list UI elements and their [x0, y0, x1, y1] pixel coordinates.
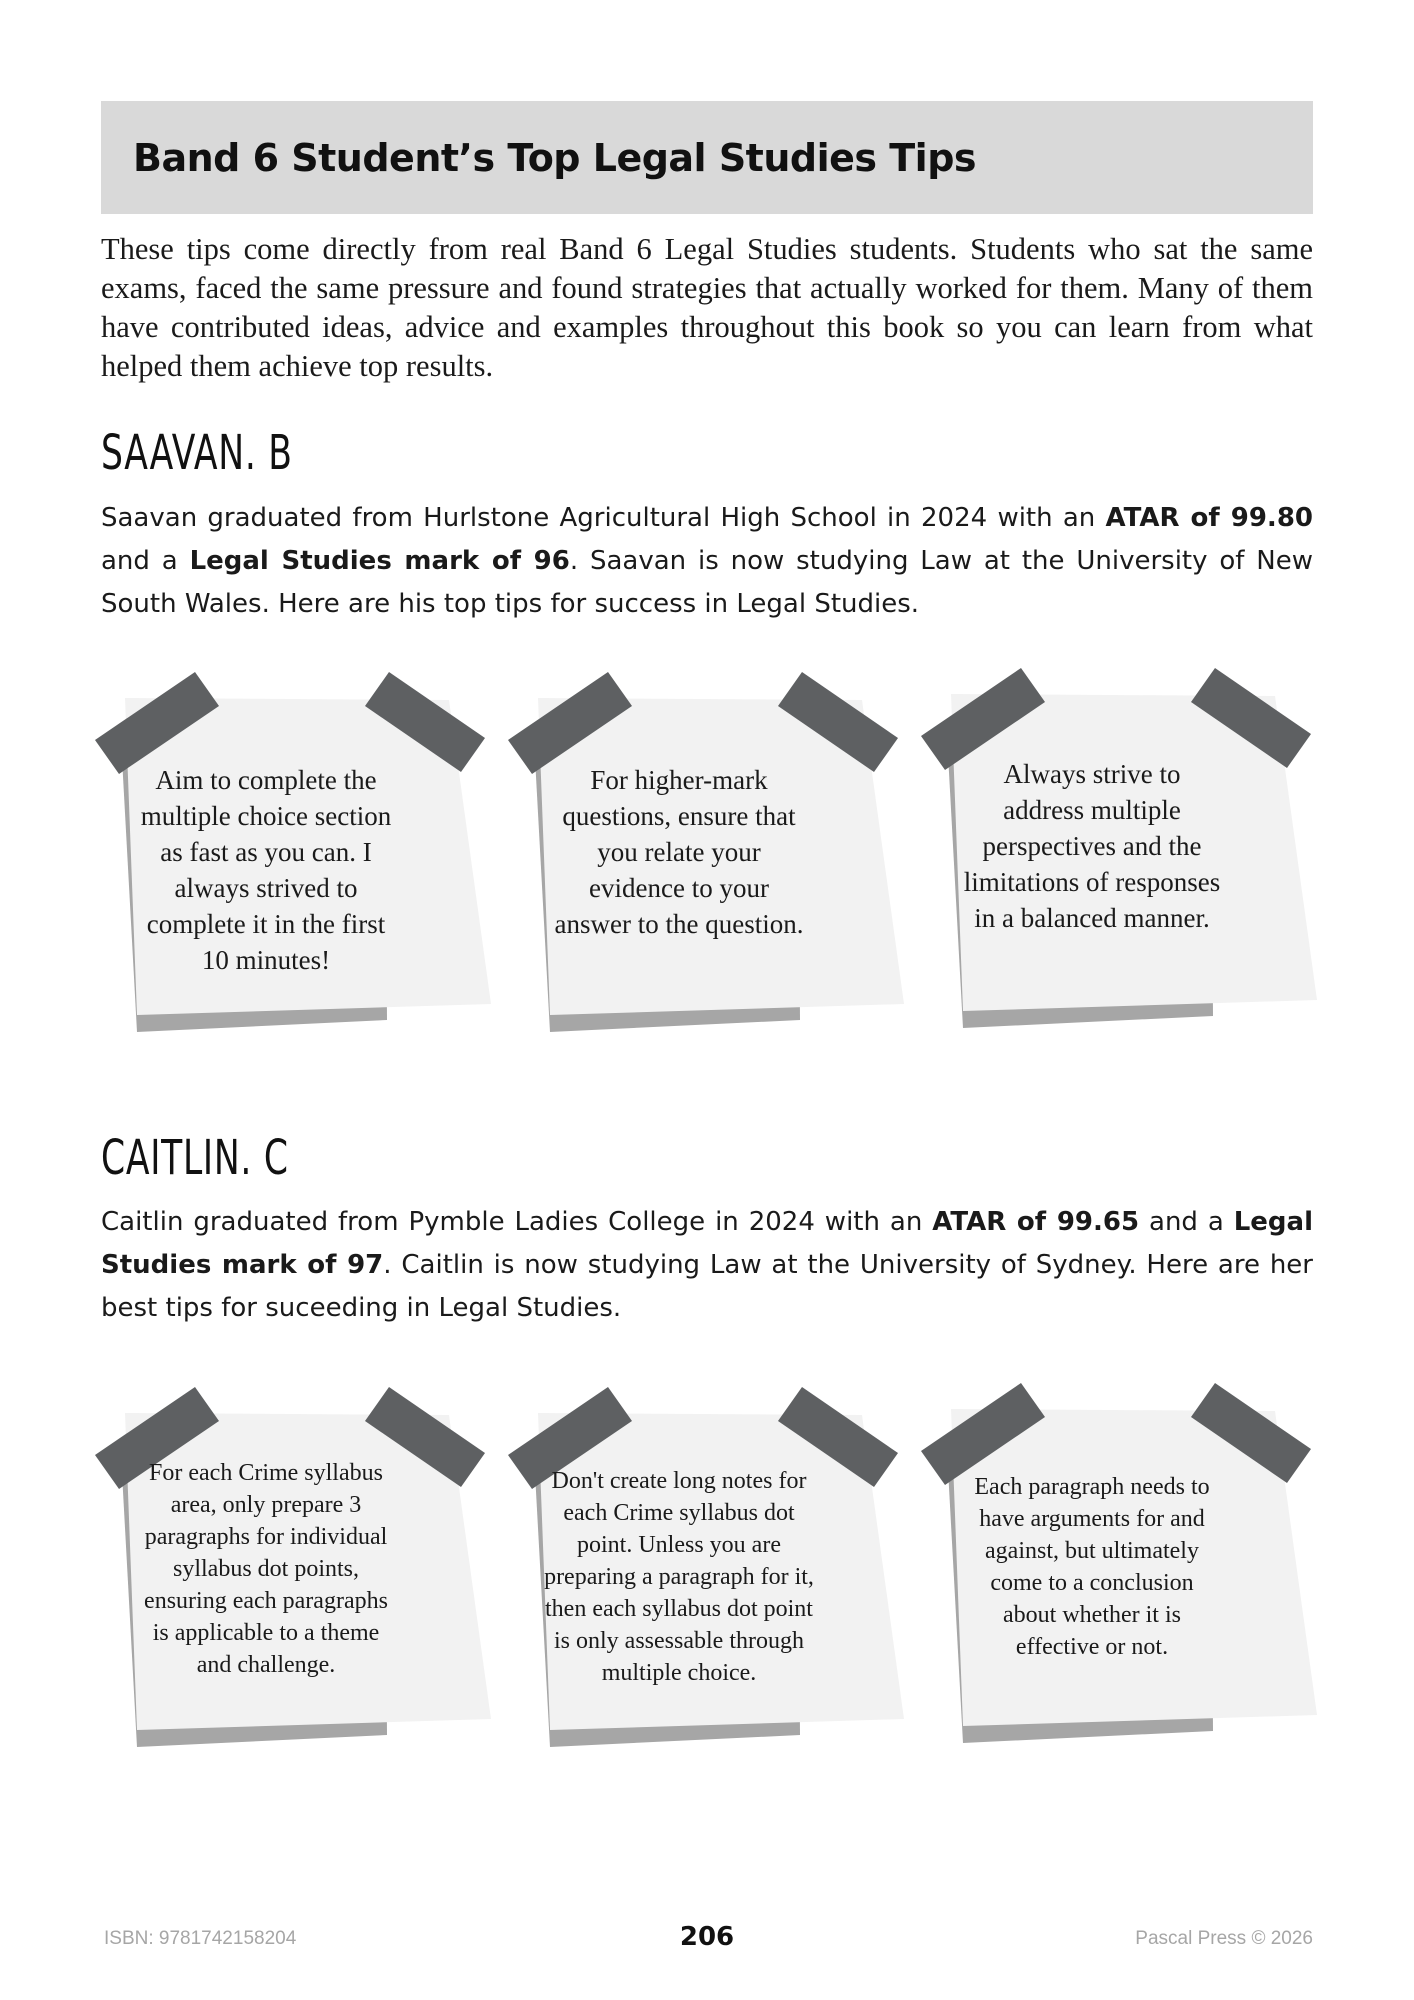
bio-mark: Legal Studies mark of 96 [189, 546, 570, 576]
tip-text: Aim to complete the multiple choice section as fast as you can. I always strived to complete it in the first 10 minutes! [140, 765, 392, 975]
page-number: 206 [679, 1922, 735, 1952]
title-banner [101, 101, 1313, 214]
bio-text: and a [1139, 1207, 1234, 1237]
student-name-caitlin: CAITLIN. C [101, 1130, 289, 1186]
bio-text: and a [101, 546, 190, 576]
tip-note [510, 670, 870, 1010]
tip-text: Always strive to address multiple perspectives and the limitations of responses in a balanced manner. [963, 759, 1221, 933]
tip-note [923, 1381, 1283, 1721]
publisher-footer: Pascal Press © 2026 [1135, 1928, 1313, 1949]
isbn-footer: ISBN: 9781742158204 [104, 1928, 297, 1949]
bio-text: . Caitlin is now studying Law at the University of Sydney. Here are her best tips for suceeding in Legal Studies. [101, 1250, 1313, 1323]
bio-text: . Saavan is now studying Law at the University of New South Wales. Here are his top tips for success in Legal Studies. [101, 546, 1313, 619]
tip-note [97, 670, 457, 1010]
bio-atar: ATAR of 99.65 [932, 1207, 1140, 1237]
tip-text: For each Crime syllabus area, only prepare 3 paragraphs for individual syllabus dot points, ensuring each paragraphs is applicable to a theme and challenge. [144, 1460, 388, 1678]
bio-atar: ATAR of 99.80 [1105, 503, 1313, 533]
student-name-saavan: SAAVAN. B [101, 425, 293, 481]
tip-text: Each paragraph needs to have arguments for and against, but ultimately come to a conclusion about whether it is effective or not. [974, 1474, 1210, 1660]
student-bio-caitlin [101, 1201, 1313, 1330]
tip-text: For higher-mark questions, ensure that you relate your evidence to your answer to the question. [554, 765, 804, 939]
tip-text: Don't create long notes for each Crime syllabus dot point. Unless you are preparing a paragraph for it, then each syllabus dot point is only assessable through multiple choice. [544, 1468, 814, 1686]
page-title: Band 6 Student’s Top Legal Studies Tips [133, 135, 977, 180]
intro-paragraph: These tips come directly from real Band 6 Legal Studies students. Students who sat the same exams, faced the same pressure and found strategies that actually worked for them. Many of them have contributed ideas, advice and examples throughout this book so you can learn from what helped them achieve top results. [101, 232, 1313, 383]
tip-note [510, 1385, 870, 1725]
bio-text: Saavan graduated from Hurlstone Agricultural High School in 2024 with an [101, 503, 1106, 533]
tip-note [923, 666, 1283, 1006]
tip-note [97, 1385, 457, 1725]
bio-text: Caitlin graduated from Pymble Ladies College in 2024 with an [101, 1207, 933, 1237]
bio-mark: Legal Studies mark of 97 [101, 1207, 1314, 1280]
student-bio-saavan [101, 497, 1313, 626]
